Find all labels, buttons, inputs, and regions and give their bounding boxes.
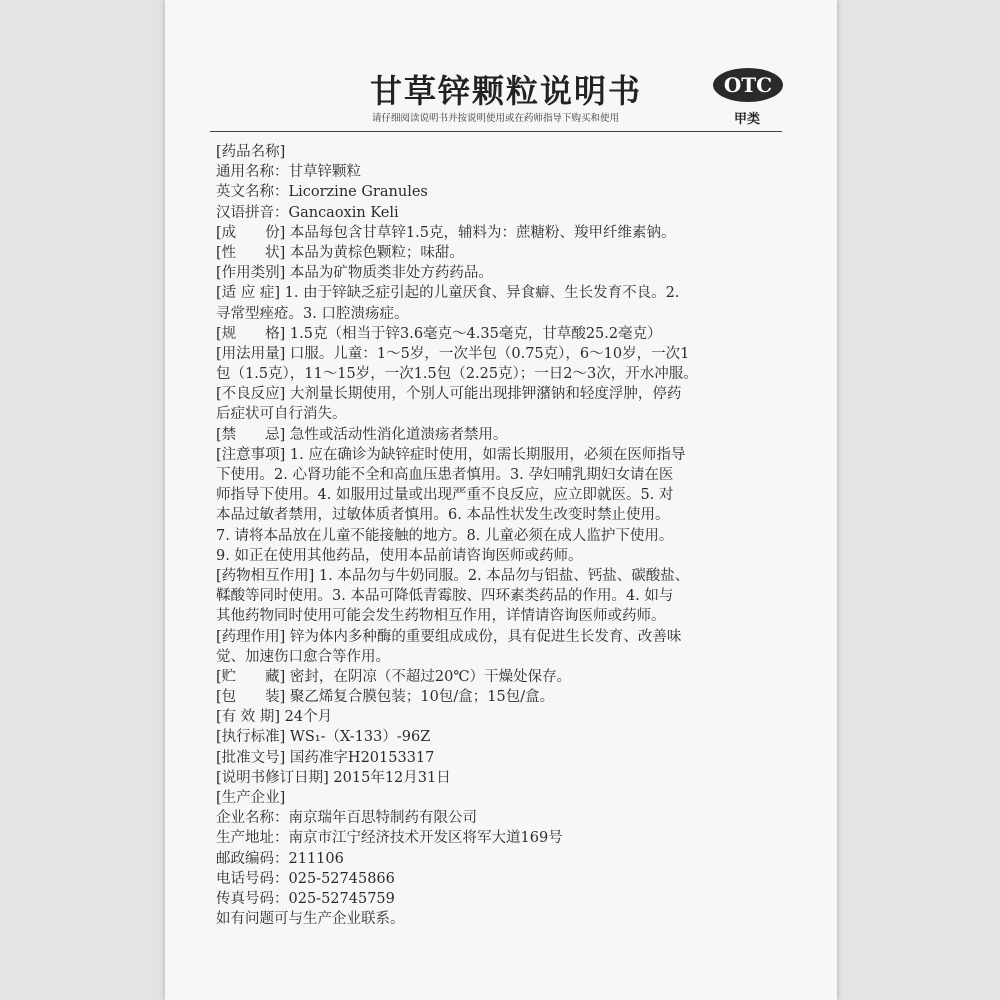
text-line: 师指导下使用。4. 如服用过量或出现严重不良反应，应立即就医。5. 对 xyxy=(216,487,674,504)
text-line: 9. 如正在使用其他药品，使用本品前请咨询医师或药师。 xyxy=(216,547,583,564)
text-line: 其他药物同时使用可能会发生药物相互作用，详情请咨询医师或药师。 xyxy=(216,608,666,625)
text-line: 如有问题可与生产企业联系。 xyxy=(216,911,405,928)
text-line: 通用名称：甘草锌颗粒 xyxy=(216,164,361,181)
text-line: [用法用量] 口服。儿童：1～5岁，一次半包（0.75克），6～10岁，一次1 xyxy=(216,345,690,362)
otc-badge: OTC xyxy=(713,68,783,102)
text-line: [批准文号] 国药准字H20153317 xyxy=(216,749,435,766)
text-line: 汉语拼音：Gancaoxin Keli xyxy=(216,204,399,221)
text-line: 寻常型痤疮。3. 口腔溃疡症。 xyxy=(216,305,409,322)
document-title: 甘草锌颗粒说明书 xyxy=(370,72,643,110)
text-line: [药品名称] xyxy=(216,144,286,160)
text-line: 邮政编码：211106 xyxy=(216,850,344,867)
text-line: [规 格] 1.5克（相当于锌3.6毫克～4.35毫克，甘草酸25.2毫克） xyxy=(216,325,662,342)
text-line: [注意事项] 1. 应在确诊为缺锌症时使用，如需长期服用，必须在医师指导 xyxy=(216,446,686,463)
header-divider xyxy=(210,131,782,132)
document-subtitle: 请仔细阅读说明书并按说明使用或在药师指导下购买和使用 xyxy=(372,113,620,124)
text-line: 英文名称：Licorzine Granules xyxy=(216,184,428,201)
text-line: 7. 请将本品放在儿童不能接触的地方。8. 儿童必须在成人监护下使用。 xyxy=(216,527,674,544)
otc-category-label: 甲类 xyxy=(734,112,761,127)
text-line: 传真号码：025-52745759 xyxy=(216,890,395,907)
text-line: [说明书修订日期] 2015年12月31日 xyxy=(216,769,451,786)
text-line: [执行标准] WS₁-（X-133）-96Z xyxy=(216,729,431,746)
text-line: [作用类别] 本品为矿物质类非处方药药品。 xyxy=(216,265,493,282)
text-line: [性 状] 本品为黄棕色颗粒；味甜。 xyxy=(216,244,464,261)
text-line: 企业名称：南京瑞年百思特制药有限公司 xyxy=(216,810,477,827)
text-line: [药物相互作用] 1. 本品勿与牛奶同服。2. 本品勿与铝盐、钙盐、碳酸盐、 xyxy=(216,567,690,584)
text-line: 觉、加速伤口愈合等作用。 xyxy=(216,648,390,665)
text-line: [成 份] 本品每包含甘草锌1.5克，辅料为：蔗糖粉、羧甲纤维素钠。 xyxy=(216,224,676,241)
text-line: 下使用。2. 心肾功能不全和高血压患者慎用。3. 孕妇哺乳期妇女请在医 xyxy=(216,467,674,483)
text-line: [有 效 期] 24个月 xyxy=(216,709,333,726)
text-line: [不良反应] 大剂量长期使用，个别人可能出现排钾潴钠和轻度浮肿，停药 xyxy=(216,386,682,403)
text-line: 后症状可自行消失。 xyxy=(216,406,347,423)
text-line: 生产地址：南京市江宁经济技术开发区将军大道169号 xyxy=(216,830,563,847)
text-line: 本品过敏者禁用，过敏体质者慎用。6. 本品性状发生改变时禁止使用。 xyxy=(216,507,670,524)
text-line: 鞣酸等同时使用。3. 本品可降低青霉胺、四环素类药品的作用。4. 如与 xyxy=(216,588,674,605)
text-line: [药理作用] 锌为体内多种酶的重要组成成份，具有促进生长发育、改善味 xyxy=(216,628,682,645)
text-line: 包（1.5克），11～15岁，一次1.5包（2.25克）；一日2～3次，开水冲服。 xyxy=(216,366,698,383)
text-line: [适 应 症] 1. 由于锌缺乏症引起的儿童厌食、异食癖、生长发育不良。2. xyxy=(216,285,680,302)
text-line: [包 装] 聚乙烯复合膜包装；10包/盒；15包/盒。 xyxy=(216,689,555,706)
leaflet-body xyxy=(216,142,796,929)
text-line: [禁 忌] 急性或活动性消化道溃疡者禁用。 xyxy=(216,426,508,443)
text-line: 电话号码：025-52745866 xyxy=(216,870,395,887)
text-line: [贮 藏] 密封，在阴凉（不超过20℃）干燥处保存。 xyxy=(216,668,572,685)
text-line: [生产企业] xyxy=(216,790,286,806)
